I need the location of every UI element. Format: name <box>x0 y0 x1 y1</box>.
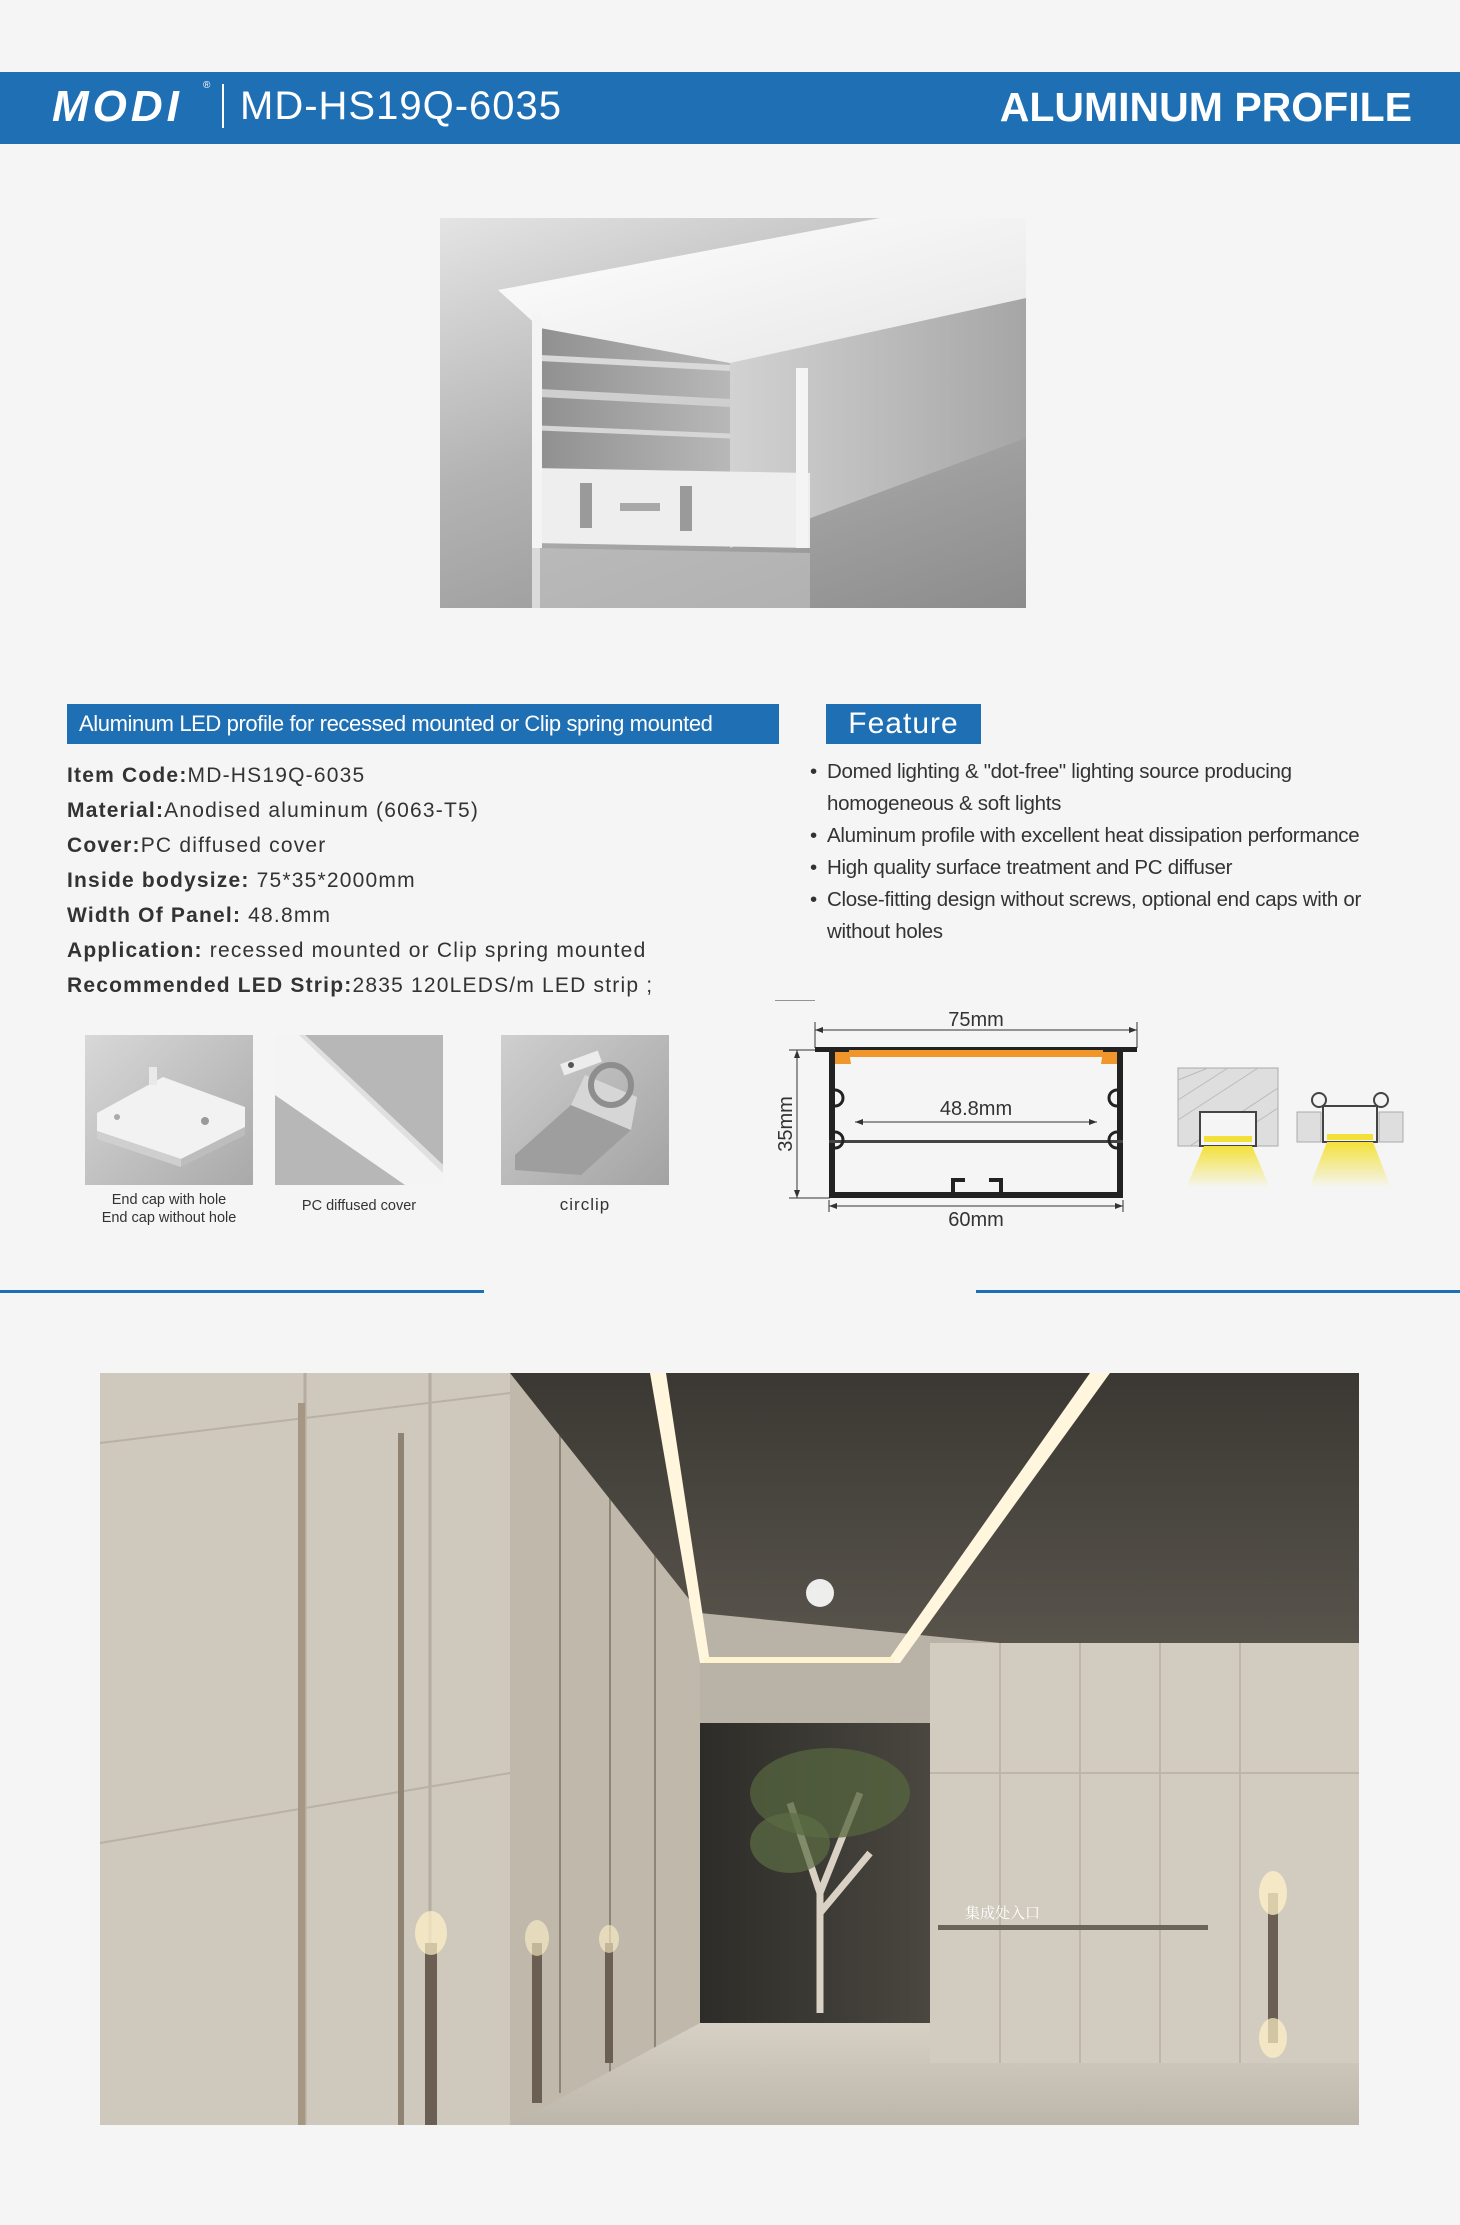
spec-label: Item Code: <box>67 764 188 787</box>
description-title: Aluminum LED profile for recessed mounted or Clip spring mounted <box>67 704 779 744</box>
brand-logo: MODI <box>52 82 183 131</box>
clip-install-illustration <box>1295 1060 1405 1190</box>
spec-value: PC diffused cover <box>140 834 327 857</box>
spec-value: recessed mounted or Clip spring mounted <box>202 939 647 962</box>
caption-line: End cap with hole <box>111 1192 227 1208</box>
spec-label: Inside bodysize: <box>67 869 250 892</box>
circlip-caption: circlip <box>559 1195 611 1214</box>
end-cap-image <box>85 1035 253 1185</box>
spec-list <box>67 758 807 1003</box>
circlip-image <box>501 1035 669 1185</box>
spec-item-code <box>67 758 807 793</box>
dim-panel-width: 48.8mm <box>939 1098 1013 1120</box>
spec-led-strip <box>67 968 807 1003</box>
feature-item: • High quality surface treatment and PC diffuser <box>808 852 1368 884</box>
dim-top-width: 75mm <box>948 1009 1004 1031</box>
recessed-install-illustration <box>1170 1060 1280 1190</box>
spec-cover <box>67 828 807 863</box>
header-divider <box>222 84 224 128</box>
spec-value: 75*35*2000mm <box>249 869 416 892</box>
spec-value: MD-HS19Q-6035 <box>187 764 366 787</box>
spec-material <box>67 793 807 828</box>
feature-item: • Aluminum profile with excellent heat dissipation performance <box>808 820 1368 852</box>
spec-inside-bodysize <box>67 863 807 898</box>
spec-label: Material: <box>67 799 165 822</box>
caption-line: End cap without hole <box>101 1210 237 1226</box>
spec-label: Width Of Panel: <box>67 904 242 927</box>
pc-cover-caption: PC diffused cover <box>301 1198 417 1214</box>
spec-value: 48.8mm <box>241 904 332 927</box>
spec-value: 2835 120LEDS/m LED strip ; <box>352 974 654 997</box>
dim-height: 35mm <box>775 1096 797 1152</box>
pc-cover-image <box>275 1035 443 1185</box>
feature-item: • Domed lighting & "dot-free" lighting source producing homogeneous & soft lights <box>808 756 1368 820</box>
section-divider-left <box>0 1290 484 1293</box>
feature-item: • Close-fitting design without screws, optional end caps with or without holes <box>808 884 1368 948</box>
application-scene-photo <box>100 1373 1359 2125</box>
header-bar <box>0 72 1460 144</box>
end-cap-caption <box>69 1191 269 1227</box>
spec-label: Application: <box>67 939 203 962</box>
spec-panel-width <box>67 898 807 933</box>
scene-sign-text: 集成处入口 <box>965 1904 1041 1922</box>
spec-label: Recommended LED Strip: <box>67 974 353 997</box>
feature-list <box>808 756 1368 948</box>
spec-application <box>67 933 807 968</box>
section-divider-right <box>976 1290 1460 1293</box>
spec-value: Anodised aluminum (6063-T5) <box>164 799 480 822</box>
category-title: ALUMINUM PROFILE <box>999 84 1412 130</box>
feature-title: Feature <box>826 704 981 744</box>
spec-label: Cover: <box>67 834 141 857</box>
dim-bottom-width: 60mm <box>948 1209 1004 1231</box>
profile-product-image <box>440 218 1026 608</box>
dimension-drawing <box>775 1000 1175 1240</box>
registered-mark: ® <box>203 80 211 91</box>
model-number: MD-HS19Q-6035 <box>240 84 563 128</box>
